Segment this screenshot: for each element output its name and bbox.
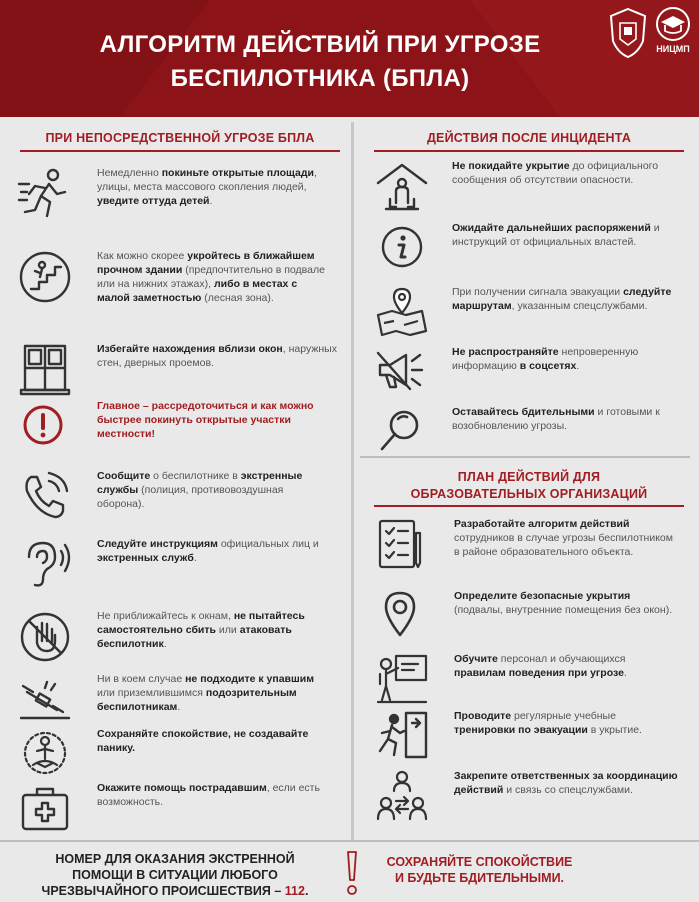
right-bottom-title-line-2: ОБРАЗОВАТЕЛЬНЫХ ОРГАНИЗАЦИЙ xyxy=(410,487,648,501)
left-item-stay-calm xyxy=(17,727,337,789)
plan-item-train-staff xyxy=(374,652,694,714)
stay-calm-slogan xyxy=(372,854,587,886)
footer-right-line-1: СОХРАНЯЙТЕ СПОКОЙСТВИЕ xyxy=(386,855,573,869)
left-item-fallen-drones xyxy=(17,672,337,734)
plan-item-develop-algorithm xyxy=(374,517,694,579)
right-top-title-rule xyxy=(374,150,684,152)
right-item-text: Разработайте алгоритм действий сотрудников в случае угрозы беспилотником в районе образовательного объекта. xyxy=(454,518,673,558)
left-title-rule xyxy=(20,150,340,152)
stairs-shelter-icon xyxy=(17,249,73,305)
left-item-take-shelter xyxy=(17,249,337,311)
footer-left-line-1: НОМЕР ДЛЯ ОКАЗАНИЯ ЭКСТРЕННОЙ xyxy=(55,852,295,866)
left-item-avoid-windows xyxy=(17,342,337,404)
teacher-icon xyxy=(374,652,430,708)
footer xyxy=(0,842,699,902)
no-megaphone-icon xyxy=(374,345,430,401)
right-item-text: Закрепите ответственных за координацию действий и связь со спецслужбами. xyxy=(454,770,678,796)
meditation-icon xyxy=(17,727,73,783)
window-icon xyxy=(17,342,73,398)
left-item-disperse-warning xyxy=(17,399,337,461)
left-item-text: Главное – рассредоточиться и как можно быстрее покинуть открытые участки местности! xyxy=(97,400,314,440)
shelter-person-icon xyxy=(374,159,430,215)
right-item-await-orders xyxy=(374,221,694,283)
emergency-ministry-logo-icon xyxy=(608,7,648,59)
right-section-divider xyxy=(360,456,690,458)
left-item-leave-open-areas xyxy=(17,166,337,228)
left-section-title: ПРИ НЕПОСРЕДСТВЕННОЙ УГРОЗЕ БПЛА xyxy=(45,131,315,145)
left-item-text: Как можно скорее укройтесь в ближайшем прочном здании (предпочтительно в подвале или на нижних этажах), либо в местах с малой заметностью (лесная зона). xyxy=(97,250,325,304)
right-item-text: Определите безопасные укрытия (подвалы, внутренние помещения без окон). xyxy=(454,590,673,616)
right-bottom-section-title xyxy=(374,469,684,503)
footer-right-line-2: И БУДЬТЕ БДИТЕЛЬНЫМИ. xyxy=(394,871,565,885)
plan-item-assign-coordinators xyxy=(374,769,694,831)
left-item-text: Окажите помощь пострадавшим, если есть возможность. xyxy=(97,782,320,808)
right-item-stay-in-shelter xyxy=(374,159,694,221)
right-top-section-title: ДЕЙСТВИЯ ПОСЛЕ ИНЦИДЕНТА xyxy=(426,131,632,145)
footer-left-line-3: ЧРЕЗВЫЧАЙНОГО ПРОИСШЕСТВИЯ – 112. xyxy=(41,884,309,898)
checklist-icon xyxy=(374,517,430,573)
exclamation-icon xyxy=(342,848,362,898)
nicmp-logo xyxy=(650,6,696,56)
left-item-do-not-attack xyxy=(17,609,337,671)
emergency-number: 112 xyxy=(284,884,305,898)
left-item-text: Сохраняйте спокойствие, не создавайте панику. xyxy=(97,728,309,754)
right-item-text: Оставайтесь бдительными и готовыми к возобновлению угрозы. xyxy=(452,406,660,432)
right-item-text: При получении сигнала эвакуации следуйте маршрутам, указанным спецслужбами. xyxy=(452,286,672,312)
phone-call-icon xyxy=(17,469,73,525)
team-icon xyxy=(374,769,430,825)
ear-icon xyxy=(17,537,73,593)
left-item-text: Ни в коем случае не подходите к упавшим или приземлившимся подозрительным беспилотникам. xyxy=(97,673,314,713)
page-title xyxy=(60,28,580,96)
right-item-text: Не покидайте укрытие до официального сообщения об отсутствии опасности. xyxy=(452,160,659,186)
right-item-text: Проводите регулярные учебные тренировки по эвакуации в укрытие. xyxy=(454,710,642,736)
magnifier-icon xyxy=(374,405,430,461)
fallen-drone-icon xyxy=(17,672,73,728)
no-hand-icon xyxy=(17,609,73,665)
right-bottom-title-line-1: ПЛАН ДЕЙСТВИЙ ДЛЯ xyxy=(457,470,601,484)
right-item-text: Ожидайте дальнейших распоряжений и инструкций от официальных властей. xyxy=(452,222,660,248)
right-item-text: Не распространяйте непроверенную информацию в соцсетях. xyxy=(452,346,639,372)
nicmp-graduation-icon xyxy=(650,6,696,44)
left-item-text: Сообщите о беспилотнике в экстренные службы (полиция, противовоздушная оборона). xyxy=(97,470,303,510)
plan-item-evacuation-drills xyxy=(374,709,694,771)
footer-left-line-2: ПОМОЩИ В СИТУАЦИИ ЛЮБОГО xyxy=(72,868,278,882)
exclamation-circle-icon xyxy=(17,399,73,455)
title-line-2: БЕСПИЛОТНИКА (БПЛА) xyxy=(170,65,470,92)
emergency-exit-icon xyxy=(374,709,430,765)
info-icon xyxy=(374,221,430,277)
left-item-report-drone xyxy=(17,469,337,531)
left-item-first-aid xyxy=(17,781,337,843)
map-pin-icon xyxy=(374,285,430,341)
left-column xyxy=(0,117,351,840)
left-item-text: Не приближайтесь к окнам, не пытайтесь самостоятельно сбить или атаковать беспилотник. xyxy=(97,610,305,650)
left-item-text: Избегайте нахождения вблизи окон, наружных стен, дверных проемов. xyxy=(97,343,337,369)
nicmp-logo-text: НИЦМП xyxy=(656,44,690,54)
plan-item-safe-shelters xyxy=(374,589,694,651)
running-person-icon xyxy=(17,166,73,222)
header-banner xyxy=(0,0,699,117)
right-item-text: Обучите персонал и обучающихся правилам поведения при угрозе. xyxy=(454,653,627,679)
right-column xyxy=(354,117,699,840)
left-item-follow-instructions xyxy=(17,537,337,599)
first-aid-icon xyxy=(17,781,73,837)
right-bottom-title-rule xyxy=(374,505,684,507)
emergency-number-block xyxy=(15,851,335,899)
left-item-text: Следуйте инструкциям официальных лиц и экстренных служб. xyxy=(97,538,319,564)
location-icon xyxy=(374,589,430,645)
right-item-evacuation-routes xyxy=(374,285,694,347)
left-item-text: Немедленно покиньте открытые площади, улицы, места массового скопления людей, уведите оттуда детей. xyxy=(97,167,317,207)
title-line-1: АЛГОРИТМ ДЕЙСТВИЙ ПРИ УГРОЗЕ xyxy=(99,31,541,58)
right-item-no-rumors xyxy=(374,345,694,407)
